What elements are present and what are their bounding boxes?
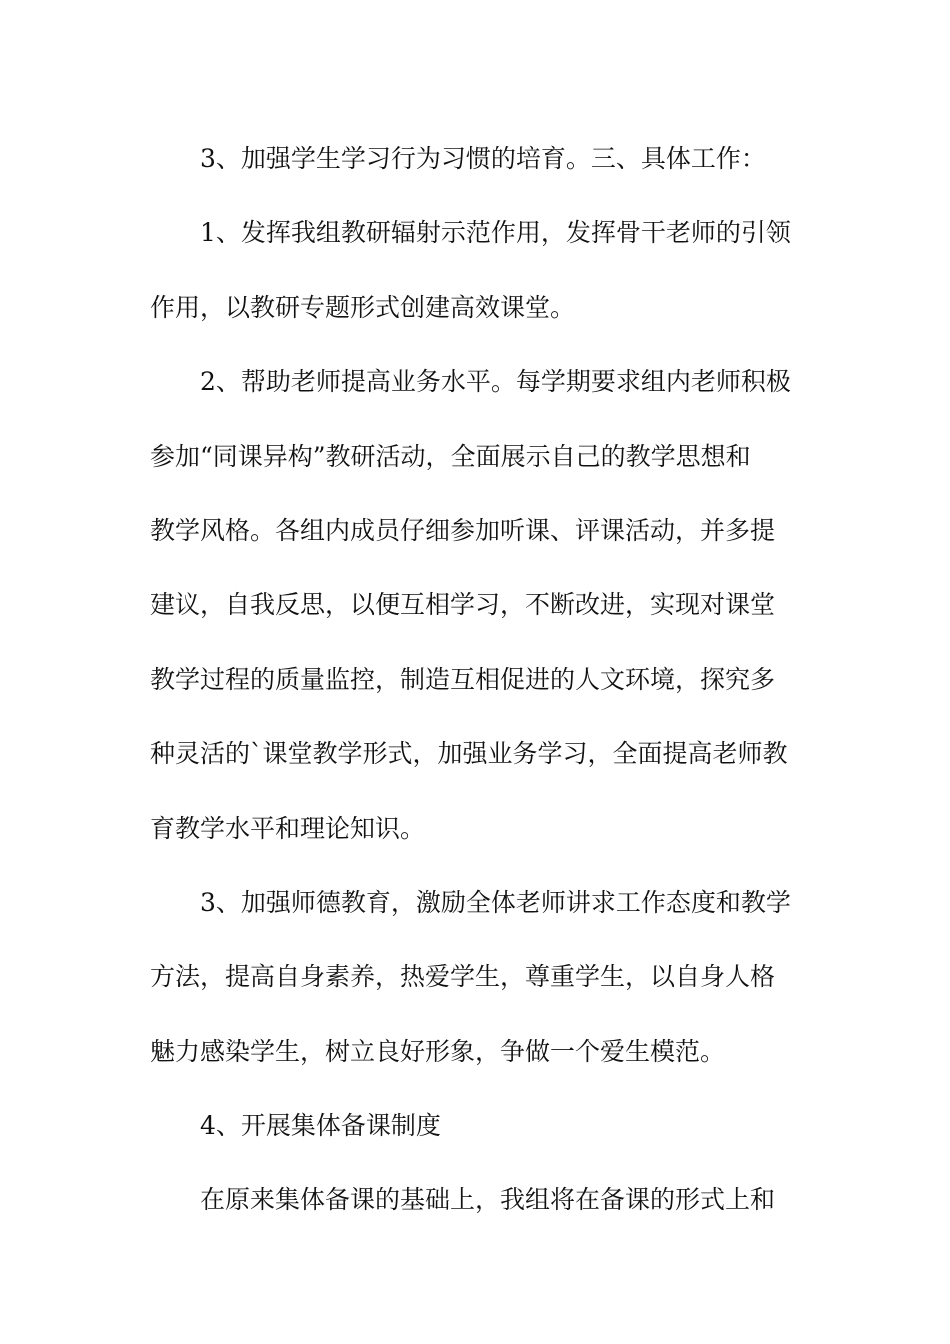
- text-line: 教学风格。各组内成员仔细参加听课、评课活动，并多提: [150, 515, 776, 545]
- text-line: 2、帮助老师提高业务水平。每学期要求组内老师积极: [200, 367, 791, 397]
- text-line: 育教学水平和理论知识。: [150, 813, 426, 843]
- text-line: 3、加强学生学习行为习惯的培育。三、具体工作：: [200, 144, 766, 173]
- text-line: 3、加强师德教育，激励全体老师讲求工作态度和教学: [200, 887, 791, 917]
- document-body: [150, 122, 810, 1238]
- text-line: 方法，提高自身素养，热爱学生，尊重学生，以自身人格: [150, 962, 776, 992]
- text-line: 种灵活的`课堂教学形式，加强业务学习，全面提高老师教: [150, 739, 788, 769]
- text-line: 在原来集体备课的基础上，我组将在备课的形式上和: [200, 1185, 776, 1215]
- text-line: 参加“同课异构”教研活动，全面展示自己的教学思想和: [150, 441, 751, 471]
- text-line: 教学过程的质量监控，制造互相促进的人文环境，探究多: [150, 664, 776, 694]
- text-line: 4、开展集体备课制度: [200, 1111, 441, 1141]
- text-line: 建议，自我反思，以便互相学习，不断改进，实现对课堂: [150, 590, 776, 620]
- text-line: 1、发挥我组教研辐射示范作用，发挥骨干老师的引领: [200, 218, 791, 248]
- text-line: 魅力感染学生，树立良好形象，争做一个爱生模范。: [150, 1036, 726, 1066]
- text-line: 作用，以教研专题形式创建高效课堂。: [150, 292, 576, 322]
